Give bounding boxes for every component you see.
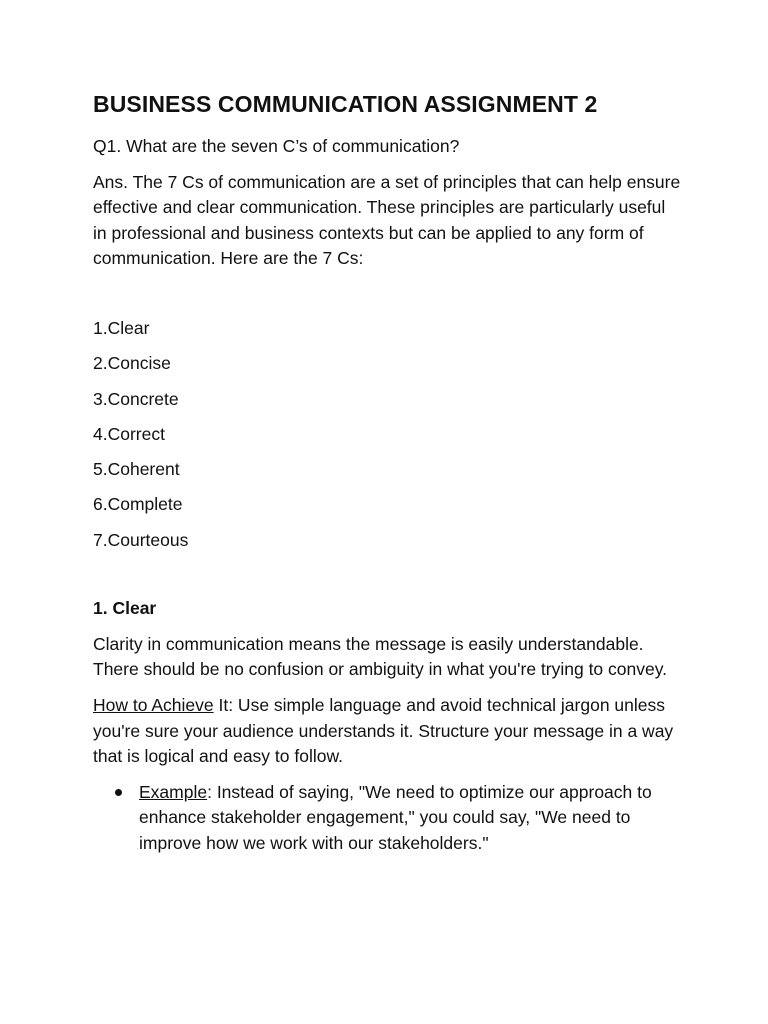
how-to-achieve-label: How to Achieve	[93, 694, 214, 715]
example-bullet	[93, 780, 683, 857]
seven-cs-list	[93, 316, 683, 553]
example-paragraph	[139, 780, 683, 857]
example-label: Example	[139, 781, 208, 802]
document-page	[93, 88, 683, 857]
list-item: 6.Complete	[93, 494, 183, 515]
list-item: 5.Coherent	[93, 459, 180, 480]
bullet-icon	[115, 789, 122, 796]
answer-text: Ans. The 7 Cs of communication are a set of principles that can help ensure effective and clear communication. These principles are particularly useful in professional and business contexts but can be applied to any form of communication. Here are the 7 Cs:	[93, 171, 681, 269]
list-item: 7.Courteous	[93, 529, 189, 550]
how-to-achieve-paragraph	[93, 693, 683, 770]
question-text: Q1. What are the seven C’s of communication?	[93, 136, 460, 156]
list-item: 3.Concrete	[93, 388, 179, 409]
example-text: : Instead of saying, "We need to optimize our approach to enhance stakeholder engagement," you could say, "We need to improve how we work with our stakeholders."	[139, 781, 652, 853]
list-item: 1.Clear	[93, 317, 150, 338]
section-heading-clear: 1. Clear	[93, 597, 157, 618]
clear-description: Clarity in communication means the message is easily understandable. There should be no confusion or ambiguity in what you're trying to convey.	[93, 633, 668, 680]
document-title: BUSINESS COMMUNICATION ASSIGNMENT 2	[93, 91, 598, 117]
how-to-achieve-text: It: Use simple language and avoid technical jargon unless you're sure your audience understands it. Structure your message in a way that is logical and easy to follow.	[93, 694, 674, 767]
list-item: 2.Concise	[93, 353, 171, 374]
list-item: 4.Correct	[93, 423, 165, 444]
